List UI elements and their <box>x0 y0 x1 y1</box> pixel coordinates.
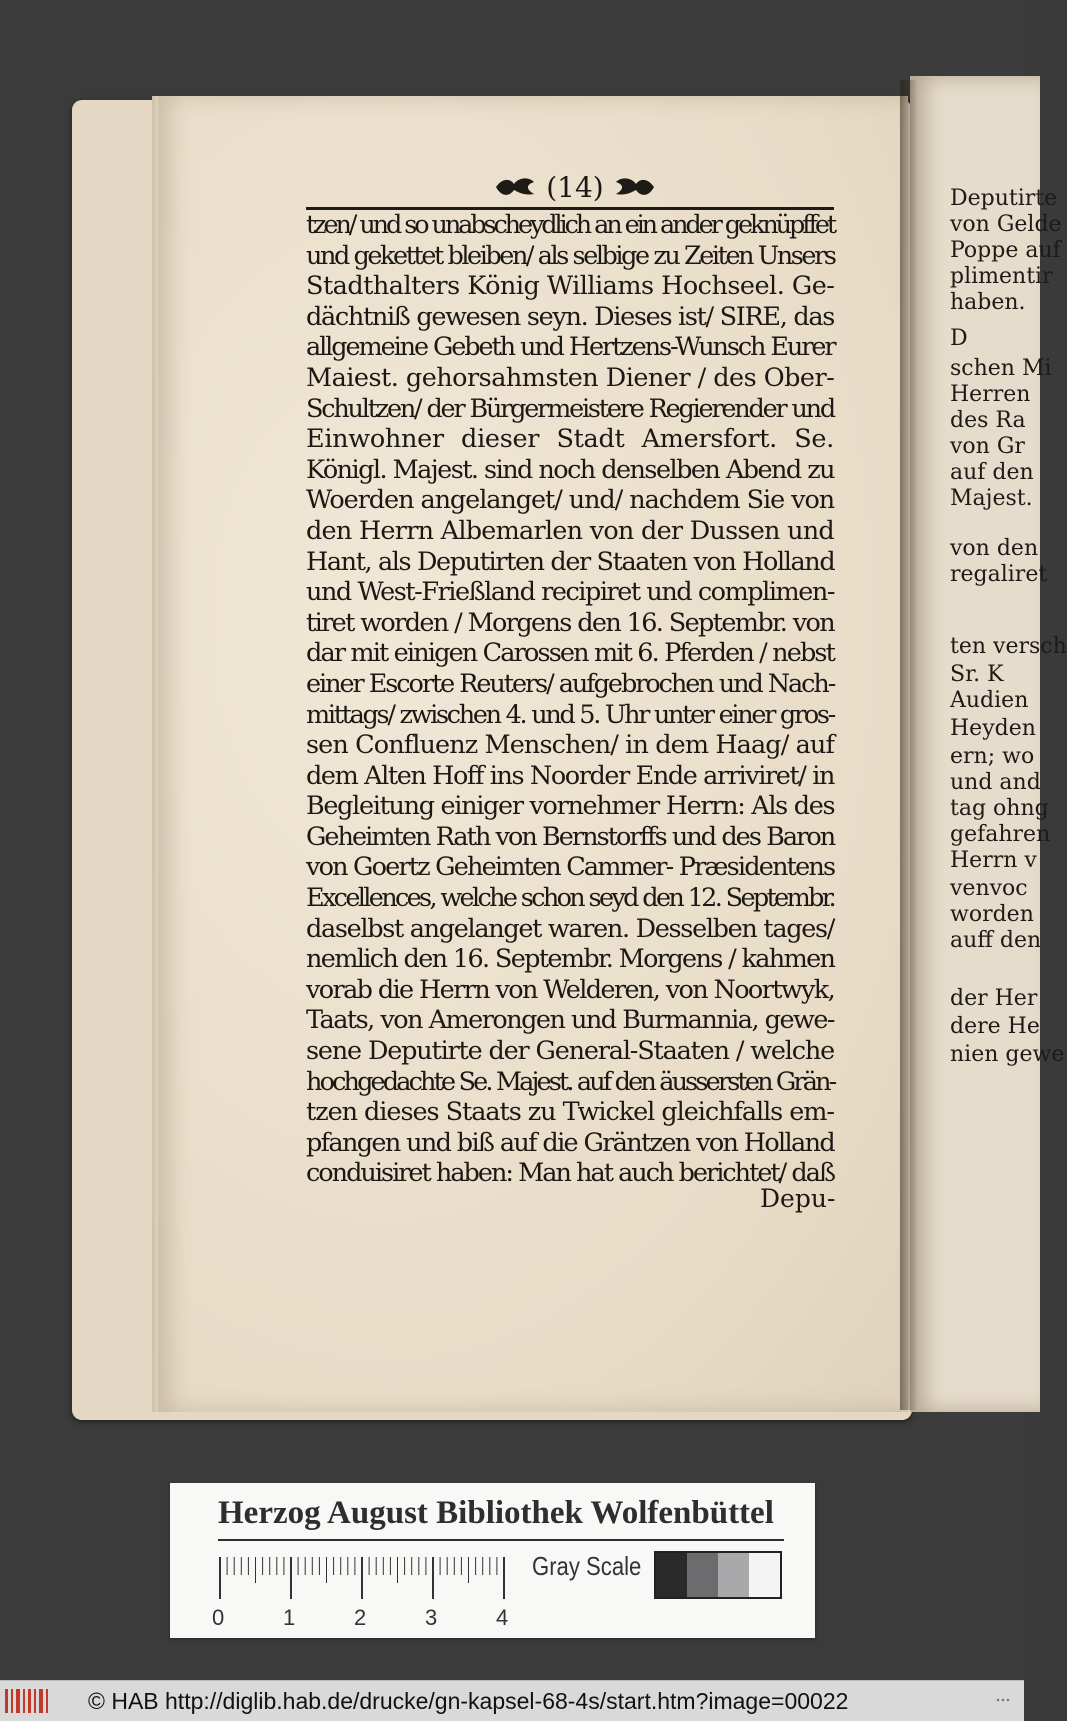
page-number: (14) <box>546 170 604 204</box>
next-page-fragment: worden <box>950 902 1034 927</box>
next-page-fragment: D <box>950 326 968 351</box>
text-line: conduisiret haben: Man hat auch berichtet/ daß <box>306 1158 834 1189</box>
footer-copyright-url[interactable]: © HAB http://diglib.hab.de/drucke/gn-kapsel-68-4s/start.htm?image=00022 <box>88 1687 849 1714</box>
text-line: pfangen und biß auf die Gräntzen von Holland <box>306 1127 834 1158</box>
ruler-scale <box>218 1553 508 1603</box>
barcode-logo-icon <box>4 1686 50 1716</box>
left-ornament-icon <box>494 176 536 198</box>
text-line: dar mit einigen Carossen mit 6. Pferden / nebst <box>306 638 835 669</box>
text-line: allgemeine Gebeth und Hertzens-Wunsch Eurer <box>306 332 835 363</box>
next-page-fragment: Majest. <box>950 486 1033 511</box>
text-line: Hant, als Deputirten der Staaten von Holland <box>306 546 835 577</box>
next-page <box>910 76 1067 1412</box>
ruler-number: 1 <box>283 1605 296 1630</box>
next-page-fragment: Sr. K <box>950 662 1004 687</box>
text-line: Stadthalters König Williams Hochseel. Ge- <box>306 271 835 302</box>
text-line: mittags/ zwischen 4. und 5. Uhr unter einer gros- <box>306 699 834 730</box>
next-page-fragment: haben. <box>950 290 1026 315</box>
text-line: Begleitung einiger vornehmer Herrn: Als des <box>306 791 835 822</box>
ruler-number: 4 <box>496 1605 509 1630</box>
ruler-number: 0 <box>212 1605 225 1630</box>
next-page-fragment: ern; wo <box>950 744 1035 769</box>
gray-swatch <box>656 1553 687 1597</box>
text-line: Excellences, welche schon seyd den 12. Septembr. <box>306 883 834 914</box>
gray-scale-label: Gray Scale <box>532 1551 642 1581</box>
footer-bar <box>0 1680 1024 1721</box>
text-line: vorab die Herrn von Welderen, von Noortwyk, <box>306 974 835 1005</box>
text-line: und West-Frießland recipiret und complimen- <box>306 577 834 608</box>
page-header <box>490 168 660 206</box>
text-line: Taats, von Amerongen und Burmannia, gewe- <box>306 1005 834 1036</box>
next-page-fragment: Heyden <box>950 716 1036 741</box>
next-page-fragment: plimentir <box>950 264 1053 289</box>
page-body-text <box>306 210 834 1189</box>
text-line: Königl. Majest. sind noch denselben Abend zu <box>306 454 834 485</box>
spine-shadow <box>900 80 918 1410</box>
next-page-fragment: auf den <box>950 460 1034 485</box>
next-page-fragment: Herrn v <box>950 848 1037 873</box>
next-page-fragment: schen Mi <box>950 356 1052 381</box>
ruler-number: 3 <box>425 1605 438 1630</box>
next-page-fragment: tag ohng <box>950 796 1049 821</box>
next-page-fragment: dere He <box>950 1014 1040 1039</box>
next-page-fragment: Audien <box>950 688 1029 713</box>
next-page-fragment: von Gelde <box>950 212 1062 237</box>
text-line: sene Deputirte der General-Staaten / welche <box>306 1036 834 1067</box>
text-line: von Goertz Geheimten Cammer- Præsidentens <box>306 852 835 883</box>
next-page-fragment: regaliret <box>950 562 1048 587</box>
text-line: daselbst angelanget waren. Desselben tages/ <box>306 913 834 944</box>
text-line: sen Confluenz Menschen/ in dem Haag/ auf <box>306 730 834 761</box>
next-page-fragment: der Her <box>950 986 1038 1011</box>
next-page-fragment: ten versch <box>950 634 1067 659</box>
library-name: Herzog August Bibliothek Wolfenbüttel <box>218 1495 774 1531</box>
gray-swatch <box>718 1553 749 1597</box>
text-line: dem Alten Hoff ins Noorder Ende arriviret/ in <box>306 760 834 791</box>
next-page-fragment: des Ra <box>950 408 1026 433</box>
text-line: Maiest. gehorsahmsten Diener / des Ober- <box>306 362 835 393</box>
text-line: einer Escorte Reuters/ aufgebrochen und Nach- <box>306 668 835 699</box>
next-page-fragment: venvoc <box>950 876 1028 901</box>
next-page-fragment: von den <box>950 536 1039 561</box>
dots-icon <box>996 1695 1010 1705</box>
text-line: dächtniß gewesen seyn. Dieses ist/ SIRE, das <box>306 301 834 332</box>
text-line: nemlich den 16. Septembr. Morgens / kahmen <box>306 944 835 975</box>
text-line: tzen dieses Staats zu Twickel gleichfalls em- <box>306 1097 834 1128</box>
next-page-fragment: nien gewe <box>950 1042 1065 1067</box>
catchword: Depu- <box>760 1184 836 1213</box>
next-page-fragment: und and <box>950 770 1041 795</box>
next-page-fragment: gefahren <box>950 822 1051 847</box>
gray-swatch <box>749 1553 780 1597</box>
right-ornament-icon <box>614 176 656 198</box>
ruler-number: 2 <box>354 1605 367 1630</box>
text-line: Woerden angelanget/ und/ nachdem Sie von <box>306 485 835 516</box>
text-line: Einwohner dieser Stadt Amersfort. Se. <box>306 424 834 455</box>
text-line: und gekettet bleiben/ als selbige zu Zeiten Unsers <box>306 240 835 271</box>
next-page-fragment: Deputirte <box>950 186 1058 211</box>
next-page-fragment: Poppe auf <box>950 238 1061 263</box>
next-page-fragment: auff den <box>950 928 1042 953</box>
text-line: tiret worden / Morgens den 16. Septembr. von <box>306 607 834 638</box>
next-page-fragment: von Gr <box>950 434 1025 459</box>
text-line: Schultzen/ der Bürgermeistere Regierender und <box>306 393 834 424</box>
text-line: den Herrn Albemarlen von der Dussen und <box>306 515 834 546</box>
card-rule <box>218 1539 784 1541</box>
library-color-card <box>170 1483 815 1638</box>
text-line: Geheimten Rath von Bernstorffs und des Baron <box>306 821 835 852</box>
next-page-fragment: Herren <box>950 382 1031 407</box>
text-line: tzen/ und so unabscheydlich an ein ander geknüpffet <box>306 210 834 240</box>
text-line: hochgedachte Se. Majest. auf den äussersten Grän- <box>306 1066 835 1097</box>
gray-scale-swatches <box>654 1551 782 1599</box>
gray-swatch <box>687 1553 718 1597</box>
